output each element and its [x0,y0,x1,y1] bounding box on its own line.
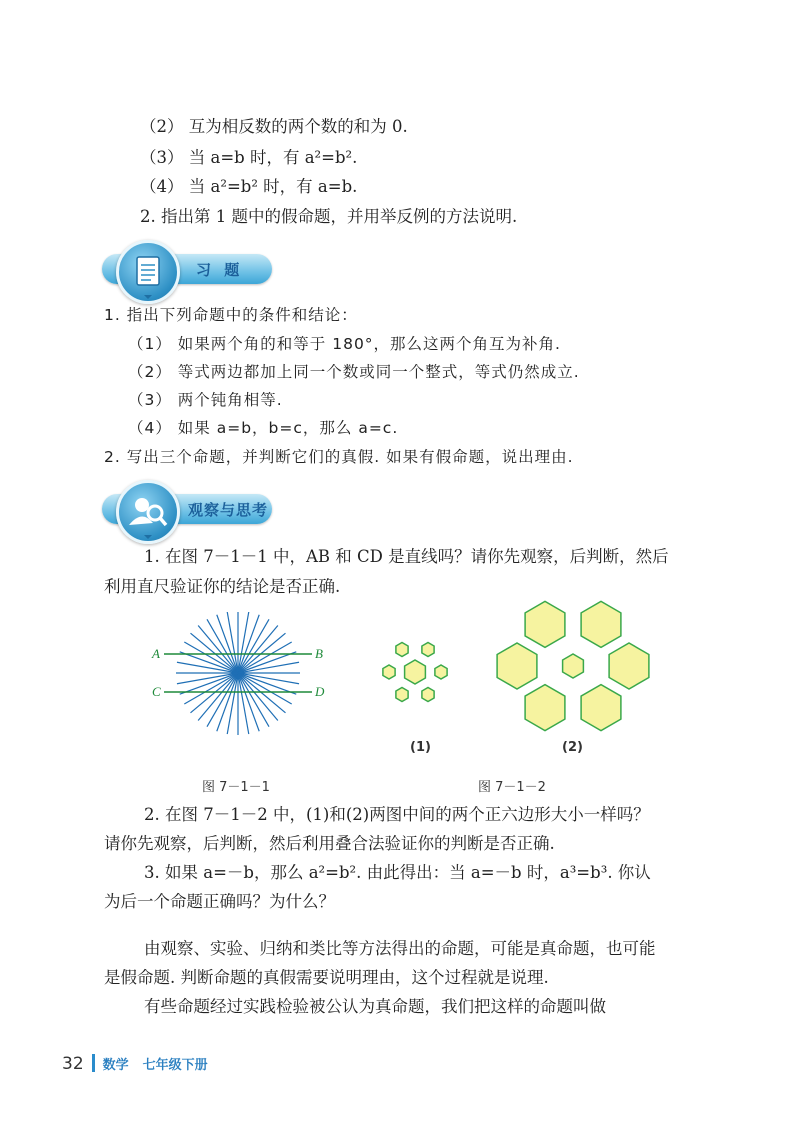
surrounding-hexagon [422,688,434,702]
observe-q1-line-2: 利用直尺验证你的结论是否正确. [104,577,341,596]
fan-lines [176,612,300,735]
figure-7-1-2-part-2 [488,600,658,740]
figure-7-1-1-caption: 图 7－1－1 [202,780,270,795]
observe-q3-line-1: 3. 如果 a=－b，那么 a²=b². 由此得出：当 a=－b 时，a³=b³. 你认 [144,863,651,882]
notebook-icon [116,240,180,304]
exercise-2: 2. 写出三个命题，并判断它们的真假. 如果有假命题，说出理由. [104,448,574,466]
exercise-1-item-4: （4） 如果 a=b，b=c，那么 a=c. [128,419,399,437]
observe-banner-title: 观察与思考 [188,501,269,519]
footer-subject: 数学 [102,1058,129,1073]
page-number: 32 [62,1054,84,1074]
figure-7-1-2-caption: 图 7－1－2 [478,780,546,795]
label-d: D [315,684,325,699]
exercise-1-item-3: （3） 两个钝角相等. [128,391,283,409]
surrounding-hexagon [396,688,408,702]
body-paragraph-2-line-1: 有些命题经过实践检验被公认为真命题，我们把这样的命题叫做 [144,997,606,1016]
top-item-4: （4） 当 a²=b² 时，有 a=b. [140,177,358,196]
top-item-2: （2） 互为相反数的两个数的和为 0. [140,117,408,136]
center-hexagon [563,654,584,678]
exercise-1: 1. 指出下列命题中的条件和结论： [104,306,358,324]
label-c: C [152,684,161,699]
surrounding-hexagon [422,643,434,657]
page-footer [62,1054,208,1074]
surrounding-hexagon [396,643,408,657]
surrounding-hexagon [497,643,537,689]
exercise-1-item-2: （2） 等式两边都加上同一个数或同一个整式，等式仍然成立. [128,363,580,381]
label-a: A [152,646,160,661]
body-paragraph-1-line-2: 是假命题. 判断命题的真假需要说明理由，这个过程就是说理. [104,968,549,987]
surrounding-hexagon [581,601,621,647]
footer-divider [92,1054,95,1072]
surrounding-hexagon [435,665,447,679]
footer-book: 七年级下册 [142,1058,208,1073]
exercise-banner-title: 习 题 [196,261,244,279]
surrounding-hexagon [383,665,395,679]
magnifier-person-icon [116,480,180,544]
top-item-3: （3） 当 a=b 时，有 a²=b². [140,148,358,167]
surrounding-hexagon [581,685,621,731]
surrounding-hexagon [525,601,565,647]
body-paragraph-1-line-1: 由观察、实验、归纳和类比等方法得出的命题，可能是真命题，也可能 [144,939,656,958]
surrounding-hexagon [609,643,649,689]
figure-7-1-2-label-1: (1) [410,740,431,755]
observe-q2-line-2: 请你先观察，后判断，然后利用叠合法验证你的判断是否正确. [104,834,555,853]
observe-q3-line-2: 为后一个命题正确吗？为什么？ [104,892,335,911]
figure-7-1-2-part-1 [370,632,460,722]
observe-q1-line-1: 1. 在图 7－1－1 中，AB 和 CD 是直线吗？请你先观察，后判断，然后 [144,547,669,566]
figure-7-1-1 [150,612,330,757]
surrounding-hexagon [525,685,565,731]
label-b: B [315,646,323,661]
figure-7-1-2-label-2: (2) [562,740,583,755]
exercise-1-item-1: （1） 如果两个角的和等于 180°，那么这两个角互为补角. [128,335,561,353]
center-hexagon [405,660,426,684]
top-question-2: 2. 指出第 1 题中的假命题，并用举反例的方法说明. [140,207,518,226]
observe-q2-line-1: 2. 在图 7－1－2 中，(1)和(2)两图中间的两个正六边形大小一样吗？ [144,805,650,824]
